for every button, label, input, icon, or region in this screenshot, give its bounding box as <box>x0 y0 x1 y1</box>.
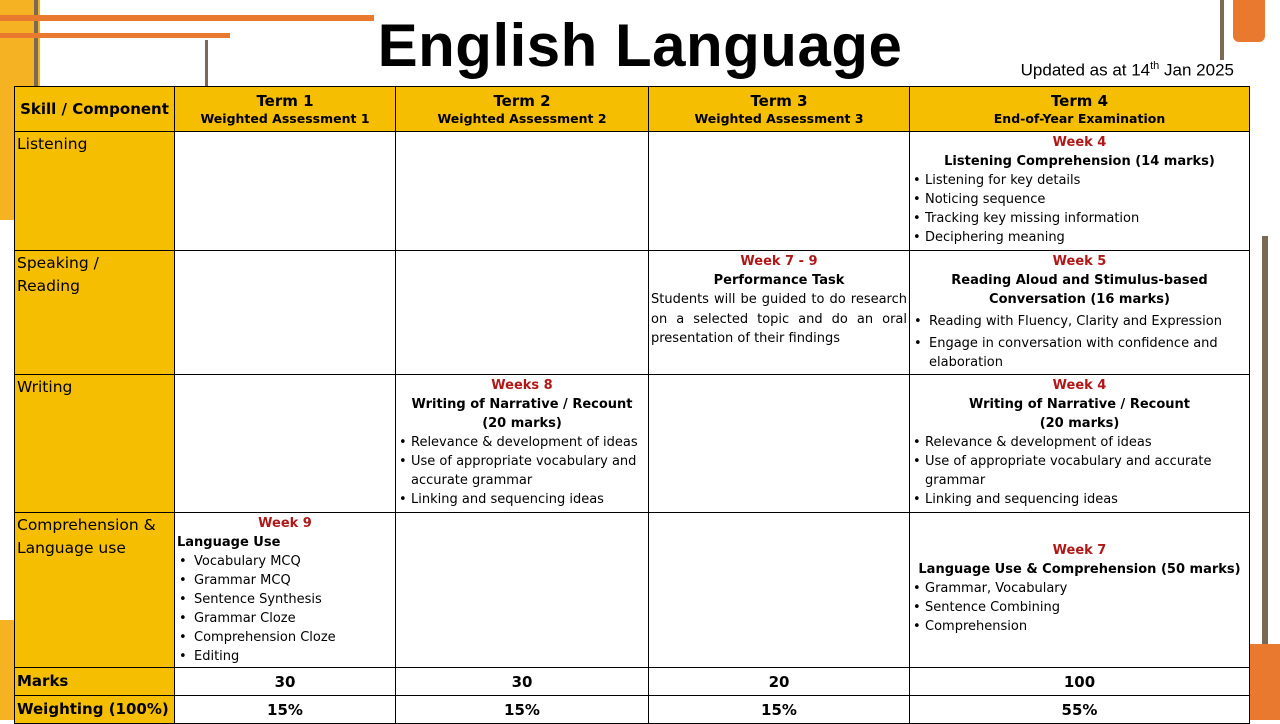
marks-row <box>15 668 1250 696</box>
list-item: • Grammar Cloze <box>194 609 393 628</box>
cell-empty <box>649 375 910 513</box>
cell-empty <box>649 513 910 668</box>
list-item: • Engage in conversation with confidence and elaboration <box>929 334 1247 372</box>
bullet-list <box>912 433 1247 509</box>
weighting-value: 15% <box>649 696 910 724</box>
decor-orange-block <box>1248 644 1280 720</box>
header-term-2: Term 2 Weighted Assessment 2 <box>396 87 649 132</box>
cell-heading: Writing of Narrative / Recount <box>411 397 633 412</box>
bullet-list <box>912 579 1247 636</box>
list-item: • Comprehension <box>925 617 1247 636</box>
cell-comprehension-t1 <box>175 513 396 668</box>
cell-heading: Reading Aloud and Stimulus-based <box>951 273 1208 288</box>
list-item: • Grammar MCQ <box>194 571 393 590</box>
header-term-4: Term 4 End-of-Year Examination <box>910 87 1250 132</box>
cell-speaking-t3 <box>649 251 910 375</box>
cell-heading: Performance Task <box>713 273 845 288</box>
marks-value: 30 <box>396 668 649 696</box>
table-row <box>15 251 1250 375</box>
bullet-list <box>912 171 1247 247</box>
weighting-row <box>15 696 1250 724</box>
list-item: • Noticing sequence <box>925 190 1247 209</box>
cell-empty <box>649 132 910 251</box>
week-label: Week 4 <box>1052 378 1107 393</box>
list-item: • Grammar, Vocabulary <box>925 579 1247 598</box>
cell-listening-t4 <box>910 132 1250 251</box>
week-label: Week 7 - 9 <box>740 254 818 269</box>
skill-writing: Writing <box>15 375 175 513</box>
cell-marks: (20 marks) <box>482 416 562 431</box>
header-row <box>15 87 1250 132</box>
list-item: • Tracking key missing information <box>925 209 1247 228</box>
skill-listening: Listening <box>15 132 175 251</box>
weighting-label: Weighting (100%) <box>15 696 175 724</box>
marks-value: 30 <box>175 668 396 696</box>
bullet-list <box>177 552 393 666</box>
header-term-3: Term 3 Weighted Assessment 3 <box>649 87 910 132</box>
cell-writing-t4 <box>910 375 1250 513</box>
cell-speaking-t4 <box>910 251 1250 375</box>
list-item: • Linking and sequencing ideas <box>411 490 646 509</box>
marks-value: 100 <box>910 668 1250 696</box>
cell-empty <box>175 251 396 375</box>
updated-date: Updated as at 14th Jan 2025 <box>1020 60 1234 80</box>
cell-heading: Listening Comprehension (14 marks) <box>944 154 1215 169</box>
weighting-value: 15% <box>396 696 649 724</box>
week-label: Weeks 8 <box>491 378 553 393</box>
list-item: • Linking and sequencing ideas <box>925 490 1247 509</box>
list-item: • Sentence Combining <box>925 598 1247 617</box>
header-term-1: Term 1 Weighted Assessment 1 <box>175 87 396 132</box>
cell-empty <box>396 251 649 375</box>
cell-heading: Writing of Narrative / Recount <box>968 397 1191 412</box>
cell-writing-t2 <box>396 375 649 513</box>
skill-speaking: Speaking / Reading <box>15 251 175 375</box>
cell-empty <box>175 375 396 513</box>
list-item: • Sentence Synthesis <box>194 590 393 609</box>
cell-empty <box>175 132 396 251</box>
list-item: • Editing <box>194 647 393 666</box>
cell-heading: Language Use <box>177 535 281 550</box>
marks-value: 20 <box>649 668 910 696</box>
list-item: • Listening for key details <box>925 171 1247 190</box>
week-label: Week 5 <box>1052 254 1107 269</box>
bullet-list <box>398 433 646 509</box>
week-label: Week 4 <box>1052 135 1107 150</box>
cell-marks: (20 marks) <box>1039 416 1120 431</box>
cell-text: Students will be guided to do research on a selected topic and do an oral presentation of their findings <box>651 292 907 346</box>
marks-label: Marks <box>15 668 175 696</box>
weighting-value: 55% <box>910 696 1250 724</box>
week-label: Week 7 <box>1052 543 1107 558</box>
cell-empty <box>396 132 649 251</box>
bullet-list <box>912 312 1247 372</box>
weighting-value: 15% <box>175 696 396 724</box>
list-item: • Comprehension Cloze <box>194 628 393 647</box>
assessment-table <box>14 86 1250 724</box>
cell-empty <box>396 513 649 668</box>
decor-line <box>1262 236 1268 656</box>
table-row <box>15 132 1250 251</box>
list-item: • Use of appropriate vocabulary and accurate grammar <box>411 452 646 490</box>
list-item: • Reading with Fluency, Clarity and Expression <box>929 312 1247 331</box>
cell-heading: Language Use & Comprehension (50 marks) <box>918 562 1241 577</box>
page-title: English Language <box>377 12 903 79</box>
list-item: • Relevance & development of ideas <box>925 433 1247 452</box>
list-item: • Deciphering meaning <box>925 228 1247 247</box>
list-item: • Relevance & development of ideas <box>411 433 646 452</box>
table-row <box>15 375 1250 513</box>
week-label: Week 9 <box>258 516 312 531</box>
cell-comprehension-t4 <box>910 513 1250 668</box>
list-item: • Use of appropriate vocabulary and accurate grammar <box>925 452 1247 490</box>
list-item: • Vocabulary MCQ <box>194 552 393 571</box>
cell-heading: Conversation (16 marks) <box>989 292 1170 307</box>
table-row <box>15 513 1250 668</box>
skill-comprehension: Comprehension & Language use <box>15 513 175 668</box>
header-skill: Skill / Component <box>15 87 175 132</box>
